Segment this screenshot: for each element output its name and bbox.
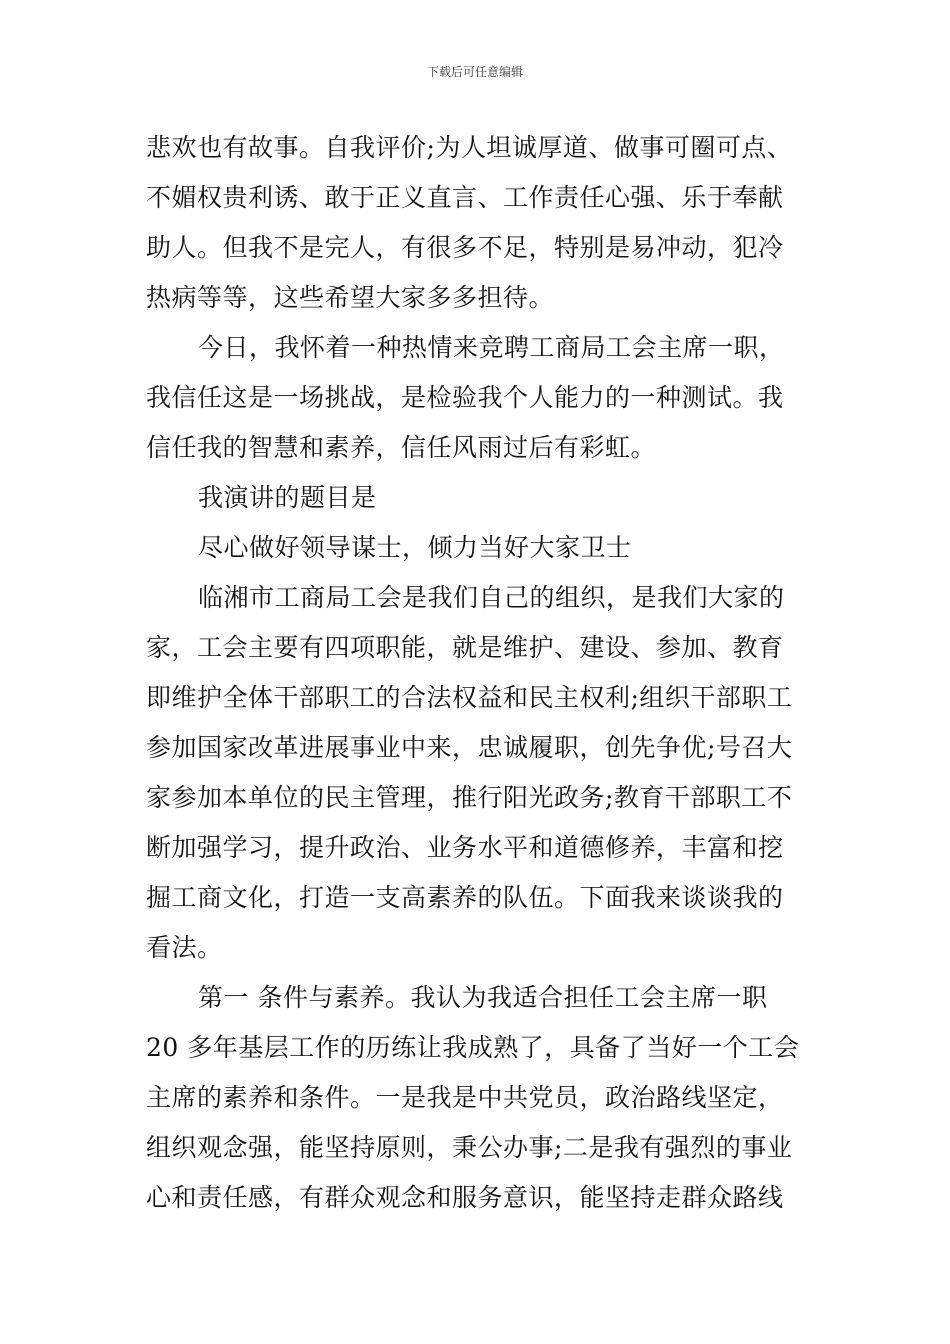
text-line: 第一 条件与素养。我认为我适合担任工会主席一职 — [198, 983, 768, 1012]
text-line: 我信任这是一场挑战，是检验我个人能力的一种测试。我 — [146, 383, 784, 412]
text-line: 临湘市工商局工会是我们自己的组织，是我们大家的 — [198, 583, 785, 612]
text-line: 家参加本单位的民主管理，推行阳光政务;教育干部职工不 — [146, 783, 793, 812]
text-line: 组织观念强，能坚持原则，秉公办事;二是我有强烈的事业 — [146, 1133, 793, 1162]
text-line: 断加强学习，提升政治、业务水平和道德修养，丰富和挖 — [146, 833, 784, 862]
text-line: 家，工会主要有四项职能，就是维护、建设、参加、教育 — [146, 633, 784, 662]
text-line: 助人。但我不是完人，有很多不足，特别是易冲动，犯冷 — [146, 233, 784, 262]
document-body — [146, 128, 810, 1228]
text-line: 尽心做好领导谋士，倾力当好大家卫士 — [198, 533, 632, 562]
text-line: 看法。 — [146, 933, 223, 962]
text-line: 信任我的智慧和素养，信任风雨过后有彩虹。 — [146, 433, 657, 462]
text-line: 心和责任感，有群众观念和服务意识，能坚持走群众路线 — [146, 1183, 784, 1212]
text-line: 今日，我怀着一种热情来竞聘工商局工会主席一职， — [198, 333, 785, 362]
text-line: 即维护全体干部职工的合法权益和民主权利;组织干部职工 — [146, 683, 793, 712]
text-line: 掘工商文化，打造一支高素养的队伍。下面我来谈谈我的 — [146, 883, 784, 912]
text-line: 热病等等，这些希望大家多多担待。 — [146, 283, 555, 312]
text-line: 参加国家改革进展事业中来，忠诚履职，创先争优;号召大 — [146, 733, 793, 762]
text-line: 悲欢也有故事。自我评价;为人坦诚厚道、做事可圈可点、 — [146, 133, 793, 162]
text-line: 我演讲的题目是 — [198, 483, 377, 512]
page-header: 下载后可任意编辑 — [426, 65, 523, 79]
text-line: 主席的素养和条件。一是我是中共党员，政治路线坚定， — [146, 1083, 784, 1112]
text-line: 不媚权贵利诱、敢于正义直言、工作责任心强、乐于奉献 — [146, 183, 784, 212]
text-line: 20 多年基层工作的历练让我成熟了，具备了当好一个工会 — [146, 1033, 800, 1062]
